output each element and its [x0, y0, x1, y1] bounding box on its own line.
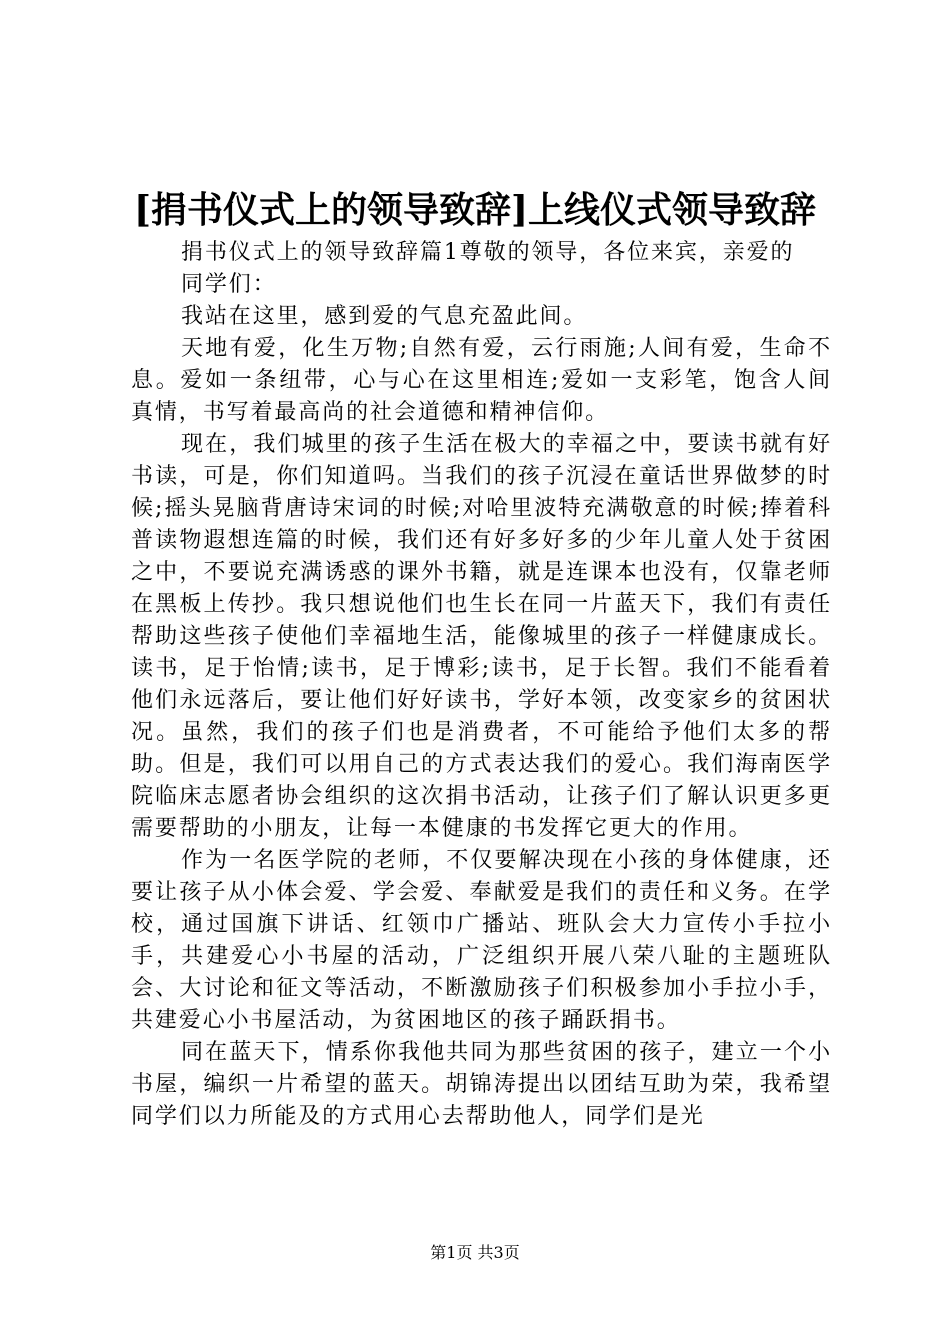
document-body — [131, 237, 832, 1133]
page-footer: 第1页 共3页 — [430, 1243, 520, 1262]
paragraph: 现在，我们城里的孩子生活在极大的幸福之中，要读书就有好书读，可是，你们知道吗。当我们的孩子沉浸在童话世界做梦的时候;摇头晃脑背唐诗宋词的时候;对哈里波特充满敬意的时候;捧着科普读物遐想连篇的时候，我们还有好多好多的少年儿童人处于贫困之中，不要说充满诱惑的课外书籍，就是连课本也没有，仅靠老师在黑板上传抄。我只想说他们也生长在同一片蓝天下，我们有责任帮助这些孩子使他们幸福地生活，能像城里的孩子一样健康成长。读书，足于怡情;读书，足于博彩;读书，足于长智。我们不能看着他们永远落后，要让他们好好读书，学好本领，改变家乡的贫困状况。虽然，我们的孩子们也是消费者，不可能给予他们太多的帮助。但是，我们可以用自己的方式表达我们的爱心。我们海南医学院临床志愿者协会组织的这次捐书活动，让孩子们了解认识更多更需要帮助的小朋友，让每一本健康的书发挥它更大的作用。 — [131, 432, 832, 841]
paragraph: 同在蓝天下，情系你我他共同为那些贫困的孩子，建立一个小书屋，编织一片希望的蓝天。胡锦涛提出以团结互助为荣，我希望同学们以力所能及的方式用心去帮助他人，同学们是光 — [131, 1040, 832, 1129]
paragraph: 作为一名医学院的老师，不仅要解决现在小孩的身体健康，还要让孩子从小体会爱、学会爱、奉献爱是我们的责任和义务。在学校，通过国旗下讲话、红领巾广播站、班队会大力宣传小手拉小手，共建爱心小书屋的活动，广泛组织开展八荣八耻的主题班队会、大讨论和征文等活动，不断激励孩子们积极参加小手拉小手，共建爱心小书屋活动，为贫困地区的孩子踊跃捐书。 — [131, 848, 832, 1033]
document-title: [捐书仪式上的领导致辞]上线仪式领导致辞 — [133, 189, 817, 231]
paragraph: 同学们： — [181, 272, 277, 297]
paragraph: 天地有爱，化生万物;自然有爱，云行雨施;人间有爱，生命不息。爱如一条纽带，心与心在这里相连;爱如一支彩笔，饱含人间真情，书写着最高尚的社会道德和精神信仰。 — [131, 336, 832, 425]
paragraph: 捐书仪式上的领导致辞篇1尊敬的领导，各位来宾，亲爱的 — [181, 240, 795, 265]
paragraph: 我站在这里，感到爱的气息充盈此间。 — [181, 304, 588, 329]
